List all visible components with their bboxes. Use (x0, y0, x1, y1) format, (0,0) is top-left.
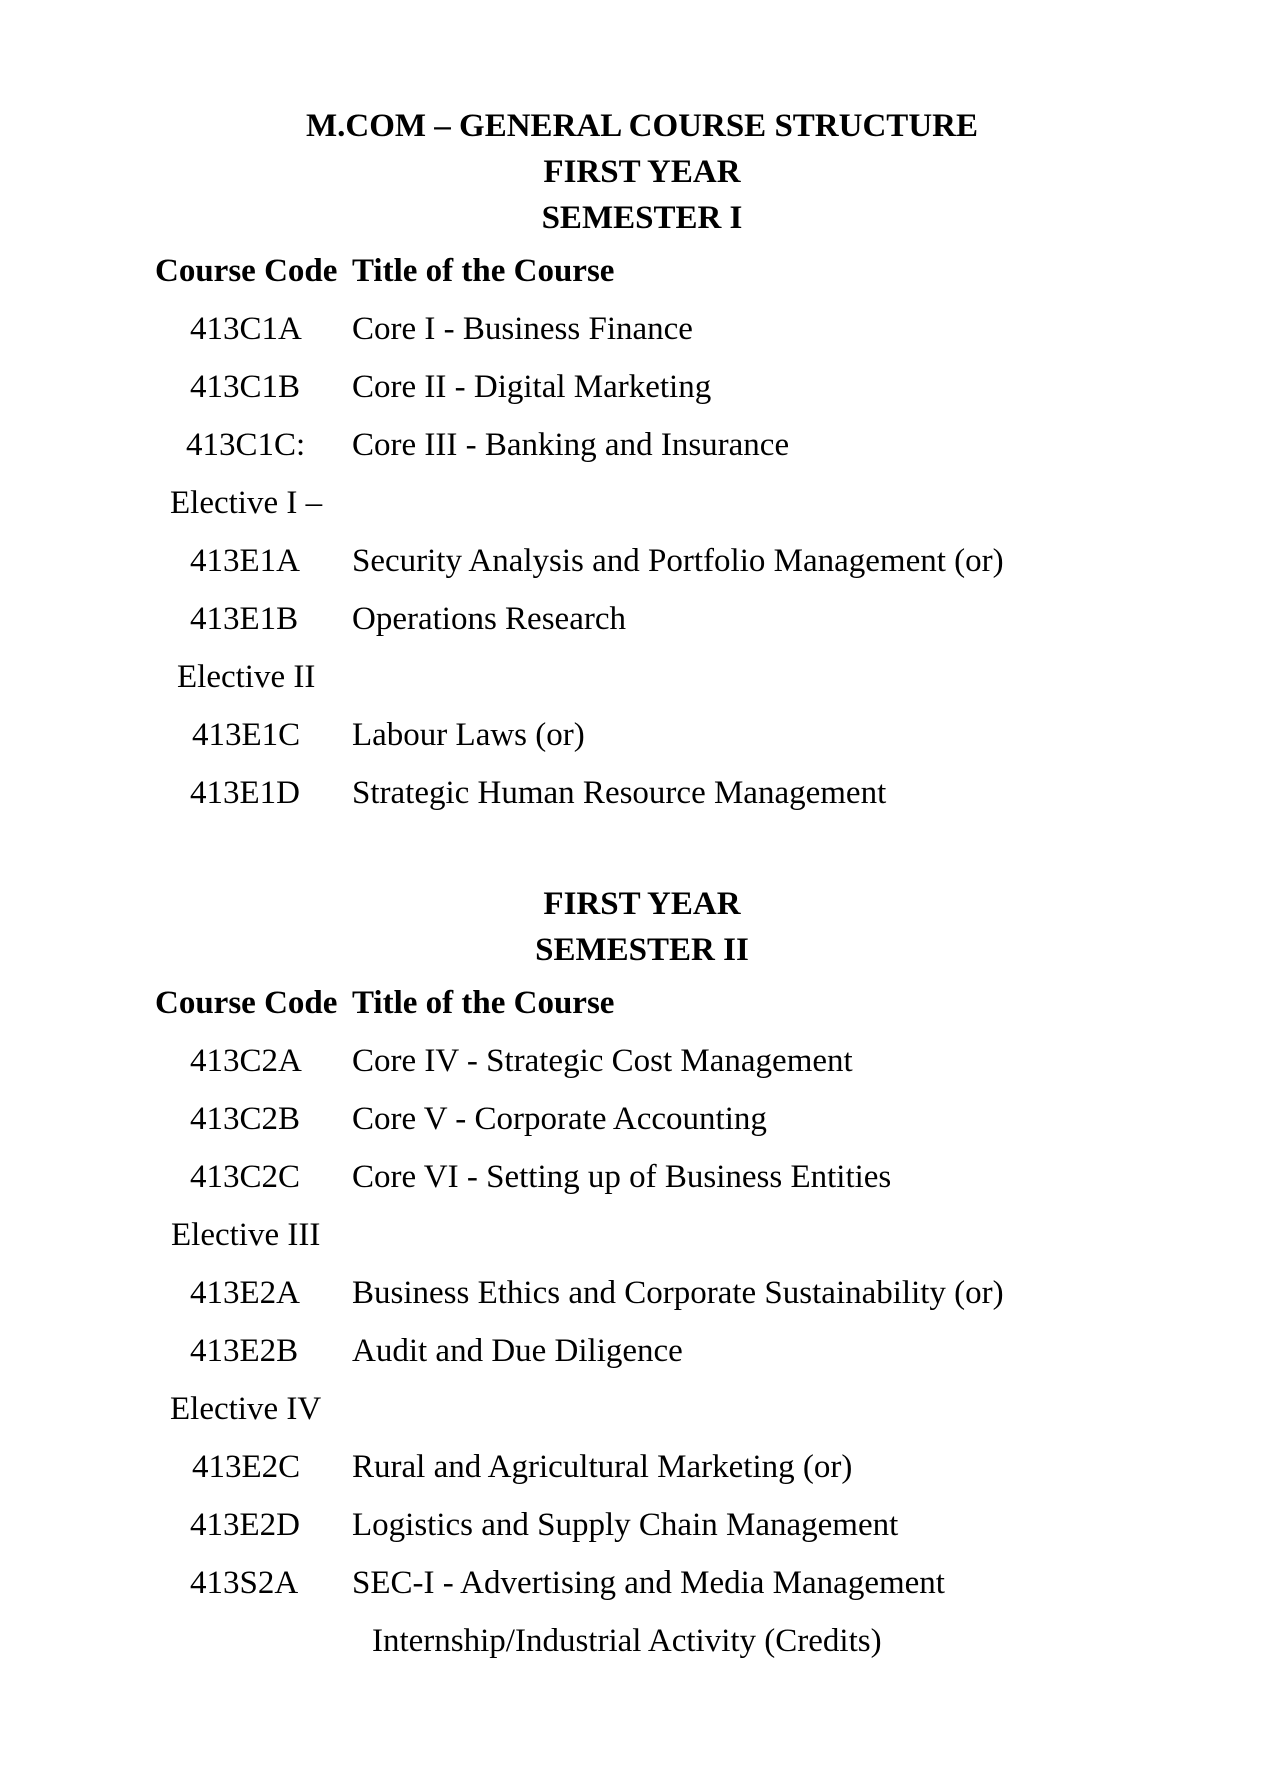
course-code: 413C2A (190, 1043, 302, 1079)
course-code: 413E2D (190, 1507, 300, 1543)
course-title: Core VI - Setting up of Business Entities (352, 1159, 892, 1195)
course-title: Operations Research (352, 601, 626, 637)
column-header-code: Course Code (155, 985, 338, 1021)
course-code: 413C1A (190, 311, 302, 347)
course-code: 413C1B (190, 369, 301, 405)
course-code: 413E1A (190, 543, 300, 579)
course-code: 413E1C (192, 717, 301, 753)
course-title: Core V - Corporate Accounting (352, 1101, 767, 1137)
course-title: Strategic Human Resource Management (352, 775, 887, 811)
course-code: 413E1B (190, 601, 299, 637)
elective-group-label: Elective II (177, 659, 316, 695)
course-code: 413C2C (190, 1159, 301, 1195)
course-title: Labour Laws (or) (352, 717, 585, 753)
course-title: Business Ethics and Corporate Sustainability (or) (352, 1275, 1004, 1311)
course-title: Rural and Agricultural Marketing (or) (352, 1449, 853, 1485)
course-code: 413E2A (190, 1275, 300, 1311)
year-heading: FIRST YEAR (543, 886, 741, 922)
column-header-title: Title of the Course (352, 253, 615, 289)
course-title: Logistics and Supply Chain Management (352, 1507, 899, 1543)
course-title: Audit and Due Diligence (352, 1333, 683, 1369)
elective-group-label: Elective I – (170, 485, 323, 521)
course-code: 413E2C (192, 1449, 301, 1485)
elective-group-label: Elective III (171, 1217, 321, 1253)
course-title: Core IV - Strategic Cost Management (352, 1043, 853, 1079)
year-heading: FIRST YEAR (543, 154, 741, 190)
course-title: Core I - Business Finance (352, 311, 693, 347)
document-title: M.COM – GENERAL COURSE STRUCTURE (306, 108, 978, 144)
course-title: Security Analysis and Portfolio Management (or) (352, 543, 1004, 579)
course-code: 413S2A (190, 1565, 299, 1601)
course-title: Core II - Digital Marketing (352, 369, 712, 405)
column-header-title: Title of the Course (352, 985, 615, 1021)
semester-heading: SEMESTER I (541, 200, 743, 236)
course-title: Core III - Banking and Insurance (352, 427, 790, 463)
semester-heading: SEMESTER II (535, 932, 749, 968)
course-code: 413E1D (190, 775, 300, 811)
internship-note: Internship/Industrial Activity (Credits) (372, 1623, 882, 1659)
course-code: 413C1C: (186, 427, 306, 463)
course-title: SEC-I - Advertising and Media Management (352, 1565, 945, 1601)
elective-group-label: Elective IV (170, 1391, 322, 1427)
course-code: 413C2B (190, 1101, 301, 1137)
course-code: 413E2B (190, 1333, 299, 1369)
column-header-code: Course Code (155, 253, 338, 289)
